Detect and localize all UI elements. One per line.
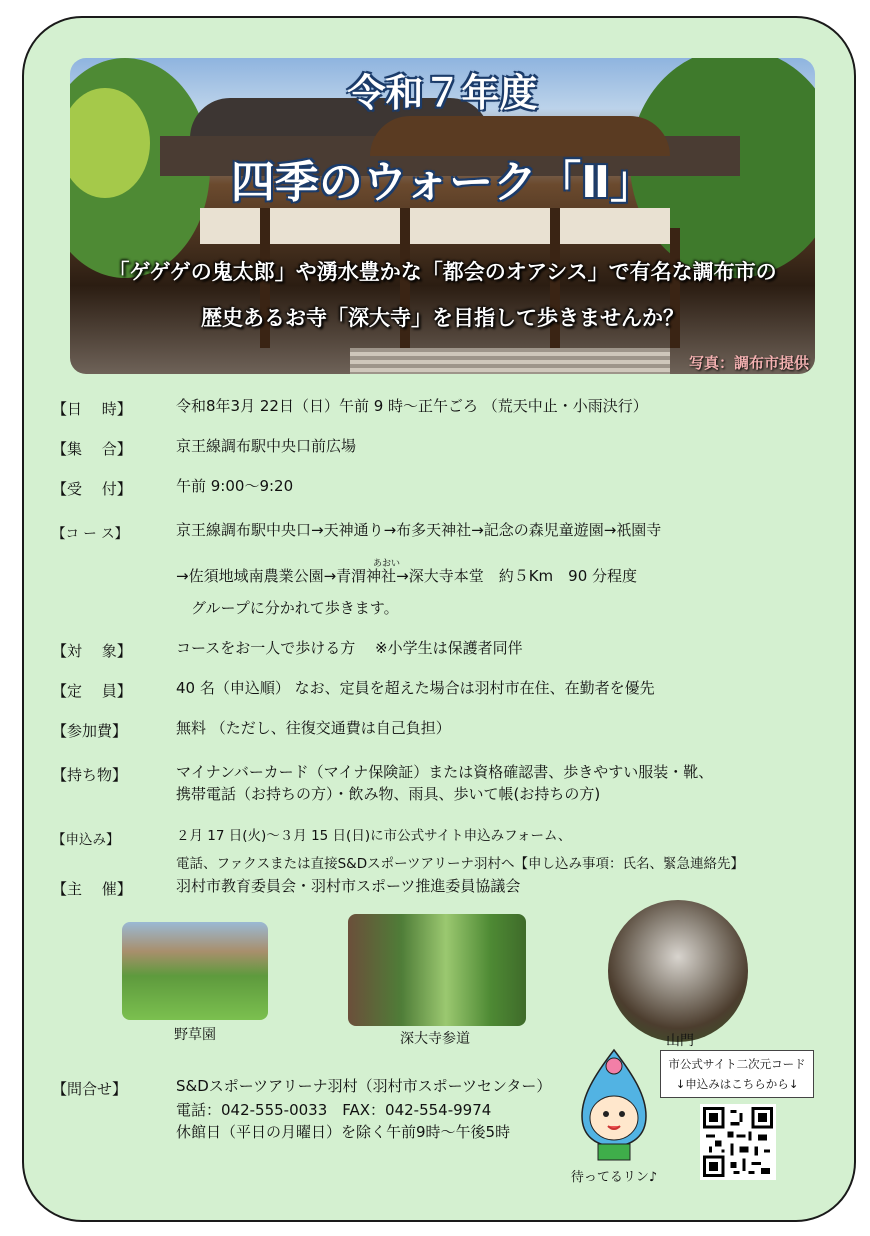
label-application: 【申込み】 <box>52 832 120 848</box>
photo-credit: 写真：調布市提供 <box>688 354 809 372</box>
value-capacity: 40 名（申込順） なお、定員を超えた場合は羽村市在住、在勤者を優先 <box>176 679 655 697</box>
main-title: 四季のウォーク「Ⅱ」 <box>230 157 655 208</box>
photo-wild-grass-garden <box>122 922 268 1020</box>
year-title: 令和７年度 <box>347 71 538 115</box>
value-organizer: 羽村市教育委員会・羽村市スポーツ推進委員協議会 <box>176 877 521 895</box>
contact-line-3: 休館日（平日の月曜日）を除く午前9時～午後5時 <box>176 1123 511 1141</box>
value-application-1: ２月 17 日(火)～３月 15 日(日)に市公式サイト申込みフォーム、 <box>176 828 572 844</box>
caption-approach-road: 深大寺参道 <box>400 1031 470 1047</box>
temple-stairs <box>350 348 670 374</box>
value-belongings-1: マイナンバーカード（マイナ保険証）または資格確認書、歩きやすい服装・靴、 <box>176 763 714 781</box>
value-meeting: 京王線調布駅中央口前広場 <box>176 437 357 455</box>
ruby-aoi: あおい <box>373 559 401 569</box>
label-capacity: 【定 員】 <box>52 682 132 700</box>
label-belongings: 【持ち物】 <box>52 766 128 784</box>
value-application-2: 電話、ファクスまたは直接S&Dスポーツアリーナ羽村へ【申し込み事項：氏名、緊急連絡先】 <box>176 856 745 872</box>
contact-line-2: 電話：042-555-0033 FAX：042-554-9974 <box>176 1101 492 1119</box>
value-course-1: 京王線調布駅中央口→天神通り→布多天神社→記念の森児童遊園→祇園寺 <box>176 521 662 539</box>
qr-code-icon[interactable] <box>700 1104 776 1180</box>
temple-wall <box>200 208 670 244</box>
caption-temple-gate: 山門 <box>666 1033 694 1049</box>
value-belongings-2: 携帯電話（お持ちの方）・飲み物、雨具、歩いて帳(お持ちの方) <box>176 785 601 803</box>
value-reception: 午前 9:00～9:20 <box>176 477 294 495</box>
value-fee: 無料 （ただし、往復交通費は自己負担） <box>176 719 451 737</box>
label-meeting: 【集 合】 <box>52 440 132 458</box>
contact-line-1: S&Dスポーツアリーナ羽村（羽村市スポーツセンター） <box>176 1077 552 1095</box>
label-target: 【対 象】 <box>52 642 132 660</box>
value-course-3: グループに分かれて歩きます。 <box>176 599 399 617</box>
hero-temple-photo <box>70 58 815 374</box>
caption-wild-grass-garden: 野草園 <box>174 1027 216 1043</box>
mascot-rin-icon <box>574 1046 654 1166</box>
value-target: コースをお一人で歩ける方 ※小学生は保護者同伴 <box>176 639 523 657</box>
label-contact: 【問合せ】 <box>52 1080 128 1098</box>
value-date: 令和8年3月 22日（日）午前 9 時～正午ごろ （荒天中止・小雨決行） <box>176 397 648 415</box>
label-organizer: 【主 催】 <box>52 880 132 898</box>
hero-subtitle-2: 歴史あるお寺「深大寺」を目指して歩きませんか？ <box>201 306 684 330</box>
label-date: 【日 時】 <box>52 400 132 418</box>
photo-approach-road <box>348 914 526 1026</box>
qr-label-line-2: ↓申込みはこちらから↓ <box>675 1077 799 1091</box>
photo-temple-gate <box>608 900 748 1042</box>
value-course-2: →佐須地域南農業公園→青渭神社→深大寺本堂 約５Km 90 分程度 <box>176 567 638 585</box>
qr-label-box <box>660 1050 814 1098</box>
label-course: 【コ ー ス】 <box>52 526 129 542</box>
qr-label-line-1: 市公式サイト二次元コード <box>668 1057 806 1071</box>
label-reception: 【受 付】 <box>52 480 132 498</box>
label-fee: 【参加費】 <box>52 722 128 740</box>
mascot-caption: 待ってるリン♪ <box>570 1170 658 1185</box>
hero-subtitle-1: 「ゲゲゲの鬼太郎」や湧水豊かな「都会のオアシス」で有名な調布市の <box>108 260 777 284</box>
